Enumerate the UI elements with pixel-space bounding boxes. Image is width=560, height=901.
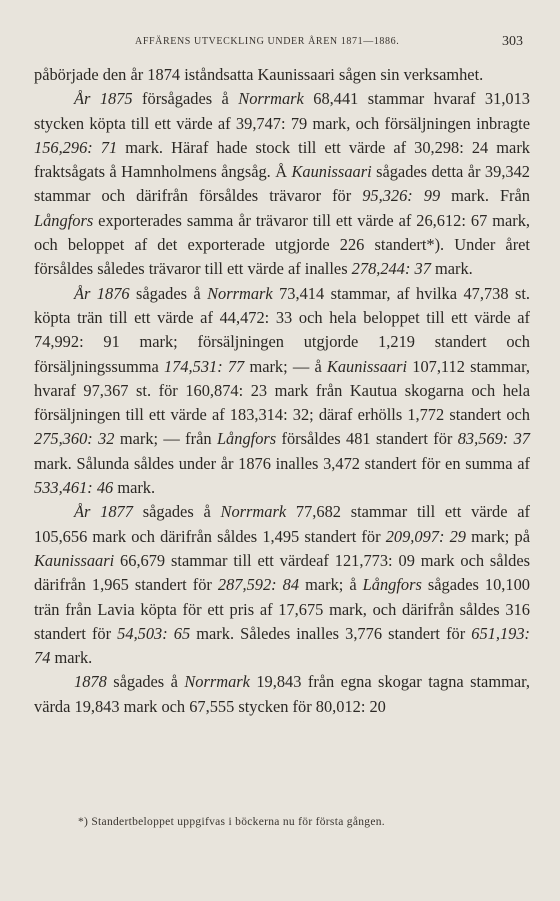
text-run: mark.: [430, 259, 473, 279]
italic-run: 83,569: 37: [457, 429, 530, 449]
text-run: sågades å: [106, 672, 185, 692]
paragraph: [34, 63, 530, 87]
page-number: 303: [502, 34, 523, 49]
italic-run: 287,592: 84: [217, 575, 300, 595]
text-run: försågades å: [132, 89, 239, 109]
italic-run: Långfors: [216, 429, 277, 449]
text-run: försåldes 481 standert för: [276, 429, 458, 449]
running-header: [0, 34, 560, 54]
text-run: 107,112 stammar, hvaraf 97,367 st. för 160,874: 23 mark från Kautua skogarna och hela försäljningen till ett värde af 183,314: 32; däraf erhölls 1,772 standert och: [34, 356, 530, 425]
italic-run: 275,360: 32: [34, 429, 115, 449]
italic-run: 533,461: 46: [34, 478, 114, 498]
italic-run: 54,503: 65: [117, 623, 191, 643]
text-run: mark.: [113, 478, 156, 498]
italic-run: Långfors: [34, 210, 94, 230]
paragraph: [34, 87, 530, 281]
footnote: *) Standertbeloppet uppgifvas i böckerna nu för första gången.: [78, 816, 385, 828]
italic-run: Norrmark: [184, 672, 250, 692]
italic-run: År 1876: [74, 283, 130, 303]
text-run: mark. Sålunda såldes under år 1876 inalles 3,472 standert för en summa af: [34, 453, 530, 473]
paragraph: [34, 500, 530, 670]
italic-run: 95,326: 99: [362, 186, 441, 206]
text-run: sågades 10,100 trän från Lavia köpta för ett pris af 17,675 mark, och därifrån såldes 316 standert för: [34, 575, 530, 643]
text-run: 19,843 från egna skogar tagna stammar, värda 19,843 mark och 67,555 stycken för 80,012: 20: [34, 672, 531, 716]
header-title: AFFÄRENS UTVECKLING UNDER ÅREN 1871—1886.: [135, 36, 400, 47]
text-run: exporterades samma år trävaror till ett värde af 26,612: 67 mark, och beloppet af det exporterade utgjorde 226 standert*). Under året försåldes således trävaror till ett värde af inalles: [34, 210, 530, 279]
italic-run: 1878: [74, 672, 107, 692]
italic-run: 174,531: 77: [163, 356, 245, 376]
italic-run: Kaunissaari: [326, 356, 408, 376]
text-run: sågades å: [132, 502, 221, 522]
italic-run: Norrmark: [207, 283, 273, 303]
text-run: 66,679 stammar till ett värdeaf 121,773: 09 mark och såldes därifrån 1,965 standert för: [34, 550, 530, 595]
italic-run: Kaunissaari: [34, 550, 115, 570]
text-run: påbörjade den år 1874 iståndsatta Kaunissaari sågen sin verksamhet.: [34, 65, 484, 84]
text-run: mark. Från: [440, 186, 530, 206]
text-run: mark.: [50, 648, 93, 668]
italic-run: 278,244: 37: [351, 259, 431, 279]
text-run: sågades detta år 39,342 stammar och därifrån försåldes trävaror för: [34, 162, 530, 206]
text-run: mark; å: [299, 575, 363, 595]
italic-run: Kaunissaari: [291, 162, 372, 182]
paragraph: [34, 670, 530, 719]
paragraph: [34, 282, 530, 501]
text-run: mark. Häraf hade stock till ett värde af 30,298: 24 mark fraktsågats å Hamnholmens ångsåg. Å: [34, 137, 530, 182]
text-run: 77,682 stammar till ett värde af 105,656 mark och därifrån såldes 1,495 standert för: [34, 502, 530, 546]
italic-run: År 1875: [74, 89, 133, 109]
italic-run: 156,296: 71: [34, 137, 118, 157]
text-run: mark; på: [465, 526, 530, 546]
text-run: mark; — å: [244, 356, 327, 376]
italic-run: Långfors: [362, 575, 422, 595]
text-run: 68,441 stammar hvaraf 31,013 stycken köpta till ett värde af 39,747: 79 mark, och försäljningen inbragte: [34, 89, 530, 133]
text-run: mark; — från: [114, 429, 217, 449]
italic-run: 209,097: 29: [385, 526, 466, 546]
italic-run: Norrmark: [220, 502, 287, 522]
text-run: sågades å: [129, 283, 208, 303]
italic-run: Norrmark: [238, 89, 304, 109]
italic-run: 651,193: 74: [34, 623, 530, 668]
text-run: mark. Således inalles 3,776 standert för: [190, 623, 472, 643]
body-text: [34, 63, 530, 719]
italic-run: År 1877: [74, 502, 133, 522]
text-run: 73,414 stammar, af hvilka 47,738 st. köpta trän till ett värde af 44,472: 33 och hela beloppet till ett värde af 74,992: 91 mark; försäljningen utgjorde 1,219 standert och försäljningssumma: [34, 283, 530, 376]
